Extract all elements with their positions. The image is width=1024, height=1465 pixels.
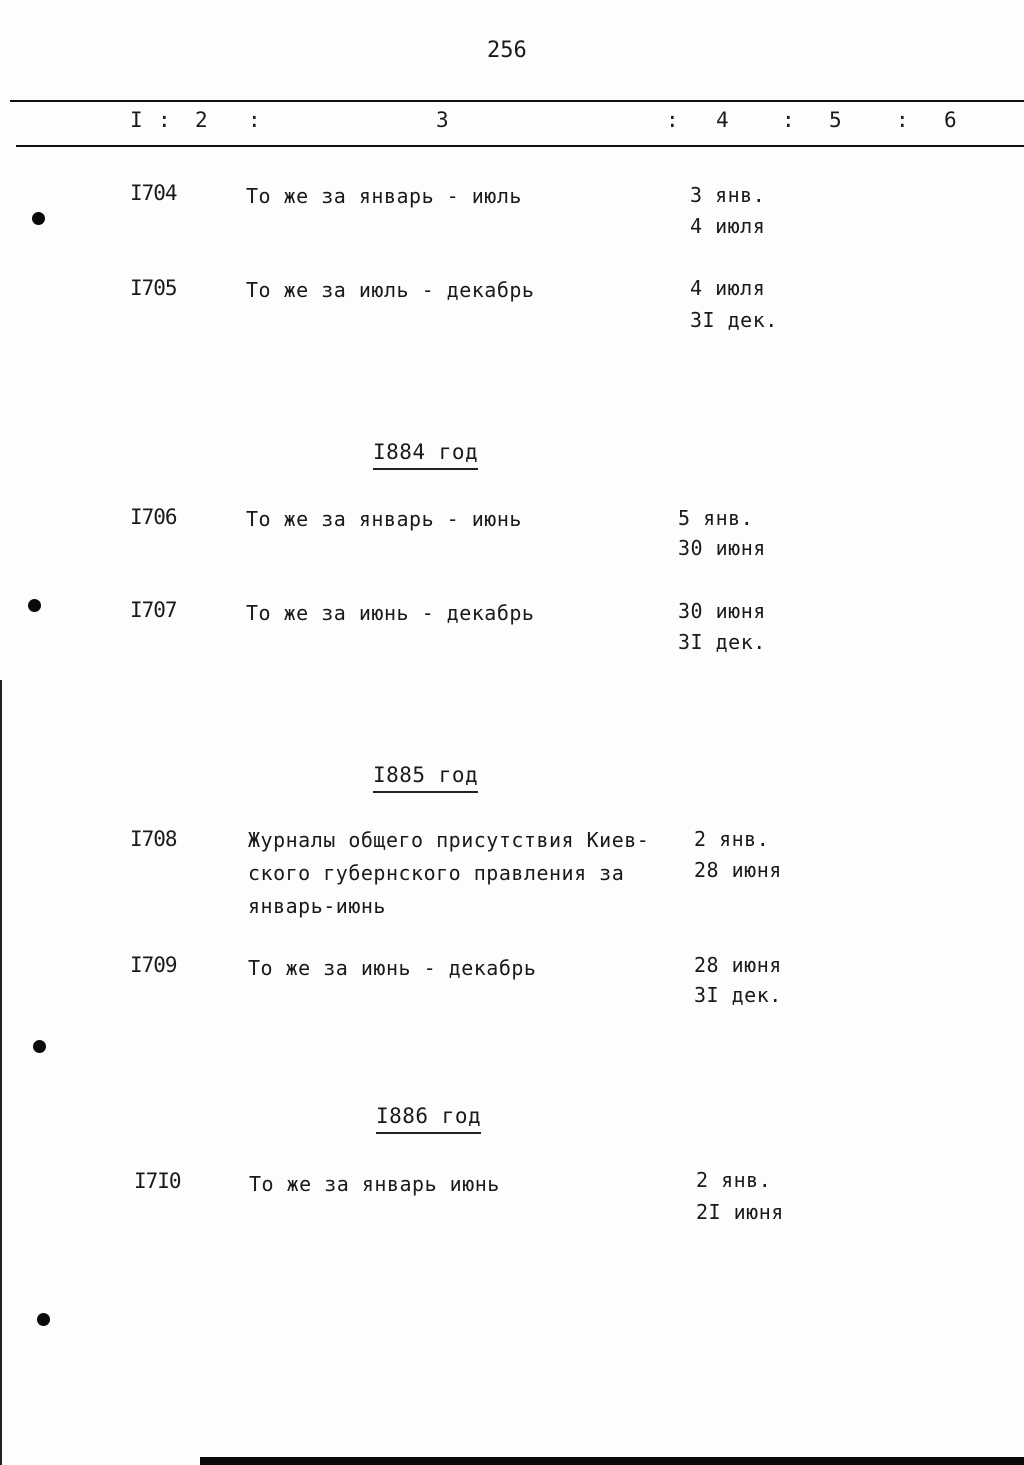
entry-description: То же за июнь - декабрь: [248, 956, 537, 980]
entry-number: I705: [130, 276, 177, 300]
col-header-3: 3: [436, 108, 449, 132]
entry-end-date: 30 июня: [678, 536, 766, 560]
entry-description: То же за июль - декабрь: [246, 278, 535, 302]
page-number: 256: [487, 38, 527, 63]
page-edge-bottom: [200, 1457, 1024, 1465]
col-separator: :: [782, 108, 795, 132]
entry-start-date: 30 июня: [678, 599, 766, 623]
entry-description: То же за июнь - декабрь: [246, 601, 535, 625]
entry-start-date: 4 июля: [690, 276, 766, 300]
entry-start-date: 2 янв.: [694, 827, 770, 851]
col-header-6: 6: [944, 108, 957, 132]
entry-end-date: 3I дек.: [690, 308, 778, 332]
binder-hole: [37, 1313, 50, 1326]
entry-end-date: 28 июня: [694, 858, 782, 882]
entry-number: I707: [130, 598, 177, 622]
entry-number: I706: [130, 505, 177, 529]
col-separator: :: [248, 108, 261, 132]
entry-description: Журналы общего присутствия Киев-: [248, 828, 650, 852]
entry-end-date: 3I дек.: [678, 630, 766, 654]
page-edge-left: [0, 680, 2, 1465]
binder-hole: [28, 599, 41, 612]
entry-number: I704: [130, 181, 177, 205]
binder-hole: [32, 212, 45, 225]
year-heading: I884 год: [373, 440, 478, 470]
col-separator: :: [158, 108, 171, 132]
entry-number: I7I0: [134, 1169, 181, 1193]
header-bottom-rule: [16, 145, 1024, 147]
entry-start-date: 3 янв.: [690, 183, 766, 207]
entry-description: То же за январь июнь: [249, 1172, 500, 1196]
entry-start-date: 28 июня: [694, 953, 782, 977]
binder-hole: [33, 1040, 46, 1053]
col-header-4: 4: [716, 108, 729, 132]
entry-number: I709: [130, 953, 177, 977]
entry-end-date: 3I дек.: [694, 983, 782, 1007]
header-top-rule: [10, 100, 1024, 102]
entry-description: То же за январь - июль: [246, 184, 522, 208]
entry-end-date: 2I июня: [696, 1200, 784, 1224]
col-header-5: 5: [829, 108, 842, 132]
entry-number: I708: [130, 827, 177, 851]
entry-description: То же за январь - июнь: [246, 507, 522, 531]
entry-start-date: 5 янв.: [678, 506, 754, 530]
col-separator: :: [666, 108, 679, 132]
col-header-1: I: [130, 108, 143, 132]
col-separator: :: [896, 108, 909, 132]
year-heading: I885 год: [373, 763, 478, 793]
entry-start-date: 2 янв.: [696, 1168, 772, 1192]
col-header-2: 2: [195, 108, 208, 132]
entry-end-date: 4 июля: [690, 214, 766, 238]
entry-description: январь-июнь: [248, 894, 386, 918]
year-heading: I886 год: [376, 1104, 481, 1134]
entry-description: ского губернского правления за: [248, 861, 625, 885]
